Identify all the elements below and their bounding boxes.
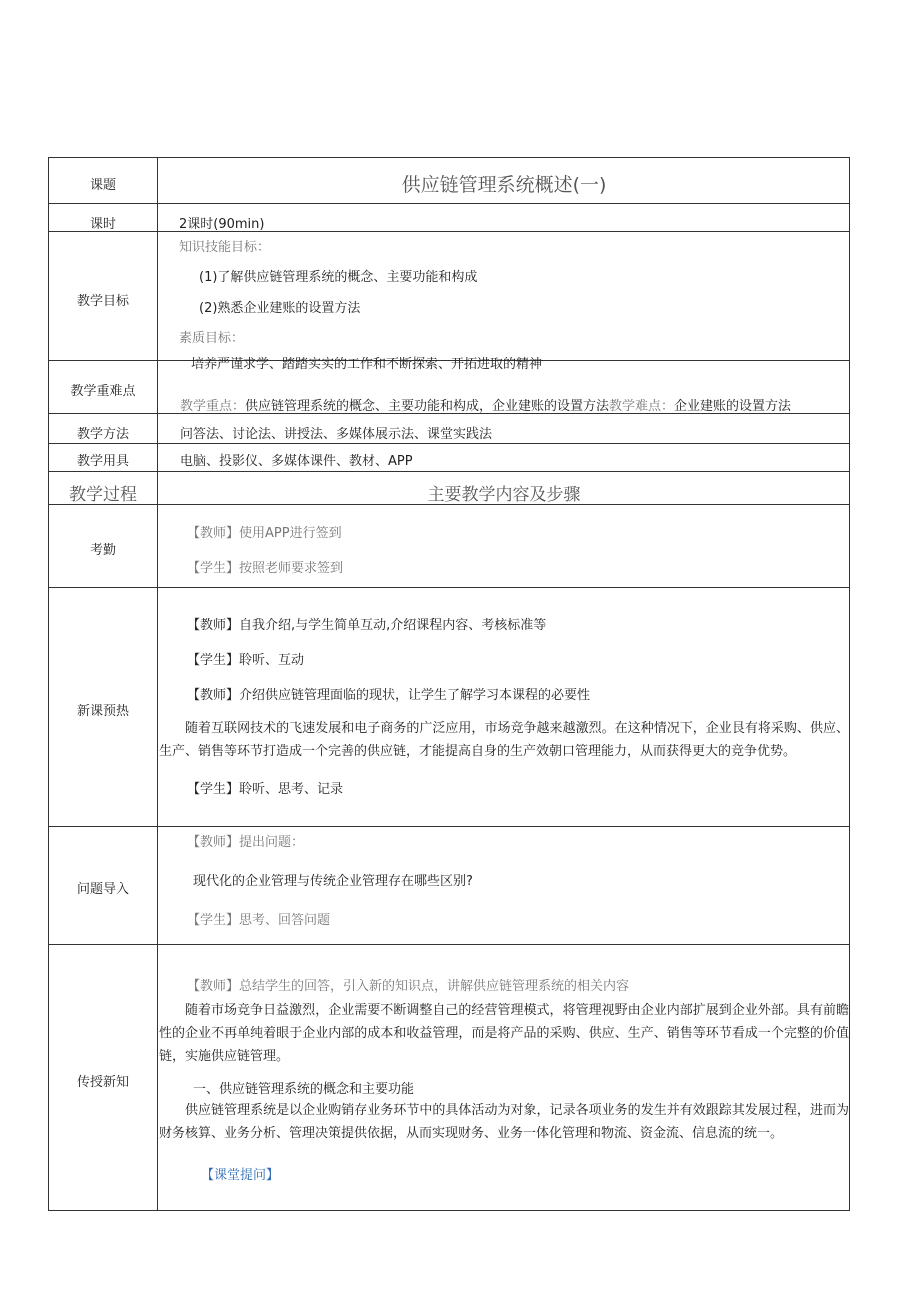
lesson-plan-table xyxy=(48,157,850,1211)
intro-teacher: 【教师】提出问题： xyxy=(187,835,305,850)
clipped-goal-line xyxy=(179,353,779,372)
intro-student: 【学生】思考、回答问题 xyxy=(187,913,331,928)
difficulty-text: 企业建账的设置方法 xyxy=(674,399,792,414)
row-divider xyxy=(49,587,849,588)
warmup-line: 【学生】聆听、思考、记录 xyxy=(187,782,344,797)
classroom-question-tag: 【课堂提问】 xyxy=(201,1168,280,1183)
tools-value: 电脑、投影仪、多媒体课件、教材、APP xyxy=(180,454,413,469)
row-divider xyxy=(49,826,849,827)
teach-paragraph: 随着市场竞争日益激烈，企业需要不断调整自己的经营管理模式，将管理视野由企业内部扩展到企业外部。具有前瞻性的企业不再单纯着眼于企业内部的成本和收益管理，而是将产品的采购、供应、生产、销售等环节看成一个完整的价值链，实施供应链管理。 xyxy=(159,1003,849,1064)
quality-heading: 素质目标： xyxy=(179,331,245,346)
attendance-label: 考勤 xyxy=(89,543,116,558)
warmup-line: 【教师】介绍供应链管理面临的现状，让学生了解学习本课程的必要性 xyxy=(187,688,591,703)
knowledge-heading: 知识技能目标： xyxy=(179,240,271,255)
difficulty-prefix: 教学难点： xyxy=(609,399,675,414)
goals-label: 教学目标 xyxy=(76,294,129,309)
hours-value: 2课时(90min) xyxy=(179,217,265,232)
methods-value: 问答法、讨论法、讲授法、多媒体展示法、课堂实践法 xyxy=(180,427,493,442)
attendance-student: 【学生】按照老师要求签到 xyxy=(187,561,344,576)
goal-item: (1)了解供应链管理系统的概念、主要功能和构成 xyxy=(199,270,478,285)
key-prefix: 教学重点： xyxy=(180,399,246,414)
warmup-paragraph: 随着互联网技术的飞速发展和电子商务的广泛应用，市场竞争越来越激烈。在这种情况下，企业艮有将采购、供应、生产、销售等环节打造成一个完善的供应链，才能提高自身的生产效朝口管理能力，从而获得更大的竞争优势。 xyxy=(159,721,849,759)
teach-teacher: 【教师】总结学生的回答，引入新的知识点，讲解供应链管理系统的相关内容 xyxy=(187,979,630,994)
methods-label: 教学方法 xyxy=(76,427,129,442)
intro-question: 现代化的企业管理与传统企业管理存在哪些区别? xyxy=(193,874,473,889)
row-divider xyxy=(49,231,849,232)
intro-label: 问题导入 xyxy=(76,882,129,897)
row-divider xyxy=(49,944,849,945)
quality-goal-text: 培养严谨求学、踏踏实实的工作和不断探索、开拓进取的精神 xyxy=(191,357,543,372)
key-text: 供应链管理系统的概念、主要功能和构成，企业建账的设置方法 xyxy=(245,399,610,414)
attendance-teacher: 【教师】使用APP进行签到 xyxy=(187,526,342,541)
hours-label: 课时 xyxy=(89,217,116,232)
process-label: 教学过程 xyxy=(69,485,137,505)
warmup-label: 新课预热 xyxy=(76,704,129,719)
row-divider xyxy=(49,443,849,444)
row-divider xyxy=(49,203,849,204)
section-heading: 一、供应链管理系统的概念和主要功能 xyxy=(193,1082,415,1097)
process-heading: 主要教学内容及步骤 xyxy=(427,485,581,505)
goal-item: (2)熟悉企业建账的设置方法 xyxy=(199,301,361,316)
key-points-label: 教学重难点 xyxy=(70,384,136,399)
warmup-line: 【学生】聆听、互动 xyxy=(187,653,305,668)
key-points-text xyxy=(180,395,791,414)
row-divider xyxy=(49,471,849,472)
lesson-title: 供应链管理系统概述(一) xyxy=(401,174,607,196)
teach-paragraph: 供应链管理系统是以企业购销存业务环节中的具体活动为对象，记录各项业务的发生并有效跟踪其发展过程，进而为财务核算、业务分析、管理决策提供依据，从而实现财务、业务一体化管理和物流、资金流、信息流的统一。 xyxy=(159,1103,849,1141)
warmup-line: 【教师】自我介绍,与学生简单互动,介绍课程内容、考核标准等 xyxy=(187,618,547,633)
teach-label: 传授新知 xyxy=(76,1075,129,1090)
column-divider xyxy=(157,158,158,1210)
topic-label: 课题 xyxy=(89,178,116,193)
tools-label: 教学用具 xyxy=(76,454,129,469)
